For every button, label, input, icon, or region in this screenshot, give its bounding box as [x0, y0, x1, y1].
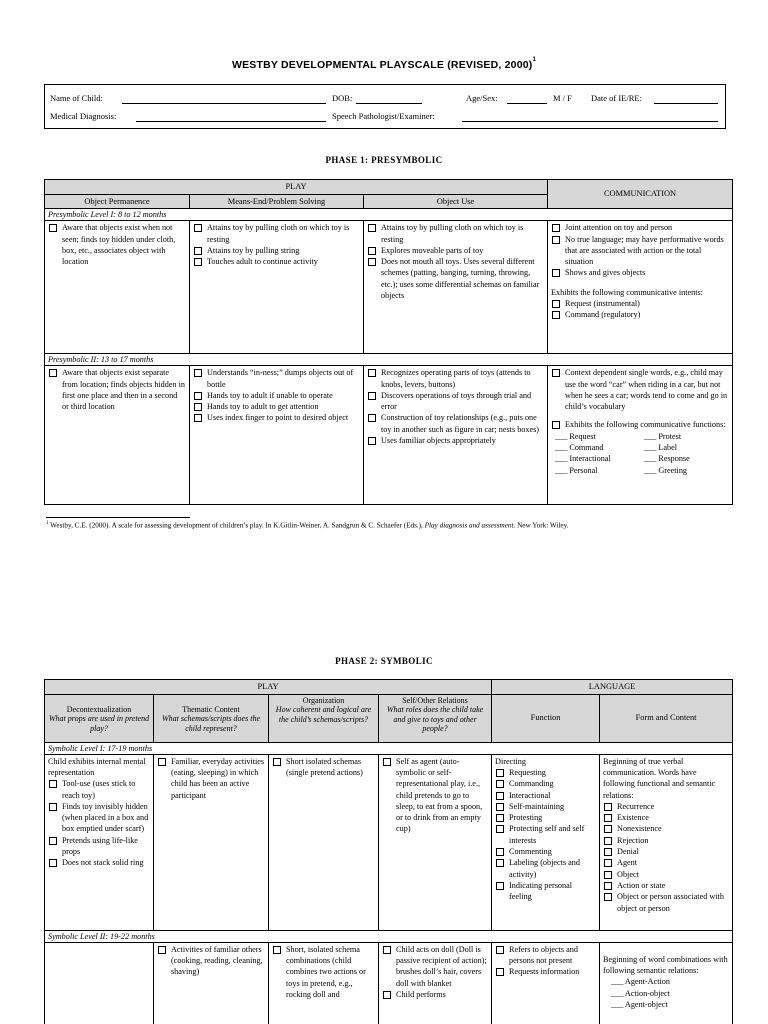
checklist-item[interactable]: Protecting self and self interests — [495, 823, 596, 846]
checklist-item[interactable]: Attains toy by pulling cloth on which toy is resting — [193, 222, 360, 245]
p1-l2-means-end-cell — [190, 366, 364, 505]
blank-item[interactable]: ___ Agent-object — [611, 999, 668, 1009]
checklist-item[interactable]: Self as agent (auto-symbolic or self-representational play, i.e., child pretends to go to sleep, to eat from a spoon, or to drink from an empty cup) — [382, 756, 488, 835]
document-title: WESTBY DEVELOPMENTAL PLAYSCALE (REVISED, 2000)$^1$ — [231, 57, 537, 71]
date-label: Date of IE/RE: — [591, 93, 642, 103]
p2-l2-function-cell — [492, 942, 600, 1024]
checklist-item[interactable]: Short, isolated schema combinations (child combines two actions or toys in pretend, e.g., rocking doll and — [272, 944, 375, 1001]
info-row-1 — [50, 93, 720, 105]
blank-item[interactable]: ___ Personal — [555, 465, 598, 475]
checklist-item[interactable]: Action or state — [603, 880, 729, 891]
decontextualization-header: Decontextualization What props are used in pretend play? — [45, 694, 154, 742]
checklist-item[interactable]: Short isolated schemas (single pretend actions) — [272, 756, 375, 779]
checklist-item[interactable]: Denial — [603, 846, 729, 857]
info-row-2 — [50, 111, 720, 123]
dob-field[interactable] — [356, 103, 422, 104]
checklist-item[interactable]: Child performs — [382, 989, 488, 1000]
name-field[interactable] — [122, 103, 326, 104]
form-content-header: Form and Content — [600, 694, 733, 742]
p1-l1-object-use-cell — [364, 221, 548, 354]
checklist-item[interactable]: Labeling (objects and activity) — [495, 857, 596, 880]
checklist-item[interactable]: Construction of toy relationships (e.g., puts one toy in another such as figure in car; nests boxes) — [367, 412, 544, 435]
checklist-item[interactable]: Touches adult to continue activity — [193, 256, 360, 267]
p2-l1-organization-cell — [269, 754, 379, 930]
p2-l1-function-cell — [492, 754, 600, 930]
form-intro: Beginning of true verbal communication. Words have following functional and semantic relations: — [603, 756, 716, 800]
checklist-item[interactable]: Recognizes operating parts of toys (attends to knobs, levers, buttons) — [367, 367, 544, 390]
p1-l2-communication-cell — [548, 366, 733, 505]
checklist-item[interactable]: Protesting — [495, 812, 596, 823]
checklist-item[interactable]: Finds toy invisibly hidden (when placed in a box and box emptied under scarf) — [48, 801, 150, 835]
play-header: PLAY — [45, 180, 548, 195]
checklist-item[interactable]: Attains toy by pulling cloth on which toy is resting — [367, 222, 544, 245]
blank-item[interactable]: ___ Command — [555, 443, 604, 453]
footnote: $^1$ Westby, C.E. (2000). A scale for assessing development of children’s play. In K.Gitlin-Weiner, A. Sandgrun & C. Schaefer (Eds.), Play diagnosis and assessment. New York: Wiley. — [46, 521, 569, 530]
checklist-item[interactable]: Indicating personal feeling — [495, 880, 596, 903]
p2-l2-thematic-cell — [154, 942, 269, 1024]
checklist-item[interactable]: Exhibits the following communicative functions: — [551, 419, 729, 430]
checklist-item[interactable]: Uses index finger to point to desired object — [193, 412, 360, 423]
checklist-item[interactable]: Requesting — [495, 767, 596, 778]
checklist-item[interactable]: Agent — [603, 857, 729, 868]
object-permanence-header: Object Permanence — [45, 194, 190, 209]
decontext-intro: Child exhibits internal mental representation — [48, 756, 146, 777]
p2-l2-selfother-cell — [379, 942, 492, 1024]
blank-item[interactable]: ___ Protest — [644, 431, 682, 441]
checklist-item[interactable]: Nonexistence — [603, 823, 729, 834]
p2-l1-form-cell — [600, 754, 733, 930]
checklist-item[interactable]: Shows and gives objects — [551, 267, 729, 278]
phase1-table — [44, 179, 733, 505]
play-header: PLAY — [45, 680, 492, 695]
checklist-item[interactable]: Understands “in-ness;” dumps objects out of bottle — [193, 367, 360, 390]
checklist-item[interactable]: Commanding — [495, 778, 596, 789]
blank-item[interactable]: ___ Agent-Action — [611, 977, 670, 987]
blank-item[interactable]: ___ Response — [644, 454, 690, 464]
object-use-header: Object Use — [364, 194, 548, 209]
p2-l1-thematic-cell — [154, 754, 269, 930]
means-end-header: Means-End/Problem Solving — [190, 194, 364, 209]
p1-l1-object-permanence-cell — [45, 221, 190, 354]
symbolic-level-1-label: Symbolic Level I: 17-19 months — [45, 742, 733, 754]
form-intro: Beginning of word combinations with following semantic relations: — [603, 954, 728, 975]
blank-item[interactable]: ___ Label — [644, 443, 677, 453]
footnote-rule — [46, 517, 190, 518]
dob-label: DOB: — [332, 93, 353, 103]
checklist-item[interactable]: Aware that objects exist when not seen; finds toy hidden under cloth, box, etc., associates object with location — [48, 222, 186, 267]
blank-item[interactable]: ___ Action-object — [611, 988, 670, 998]
communication-header: COMMUNICATION — [548, 180, 733, 209]
p2-l2-decontext-cell — [45, 942, 154, 1024]
checklist-item[interactable]: Command (regulatory) — [551, 309, 729, 320]
checklist-item[interactable]: Does not mouth all toys. Uses several different schemes (patting, banging, turning, throwing, etc.); uses some differential schemas on familiar objects — [367, 256, 544, 301]
checklist-item[interactable]: Explores moveable parts of toy — [367, 245, 544, 256]
checklist-item[interactable]: Interactional — [495, 790, 596, 801]
checklist-item[interactable]: Object — [603, 869, 729, 880]
p2-l1-selfother-cell — [379, 754, 492, 930]
checklist-item[interactable]: Requests information — [495, 966, 596, 977]
functions-blanks — [551, 431, 729, 476]
checklist-item[interactable]: Familiar, everyday activities (eating, sleeping) in which child has been an active participant — [157, 756, 265, 801]
phase1-title: PHASE 1: PRESYMBOLIC — [325, 155, 443, 165]
checklist-item[interactable]: Recurrence — [603, 801, 729, 812]
checklist-item[interactable]: Hands toy to adult to get attention — [193, 401, 360, 412]
checklist-item[interactable]: Object or person associated with object or person — [603, 891, 729, 914]
checklist-item[interactable]: Existence — [603, 812, 729, 823]
agesex-label: Age/Sex: — [466, 93, 498, 103]
checklist-item[interactable]: Discovers operations of toys through trial and error — [367, 390, 544, 413]
name-label: Name of Child: — [50, 93, 103, 103]
diagnosis-label: Medical Diagnosis: — [50, 111, 117, 121]
checklist-item[interactable]: Tool-use (uses stick to reach toy) — [48, 778, 150, 801]
checklist-item[interactable]: Refers to objects and persons not present — [495, 944, 596, 967]
checklist-item[interactable]: Hands toy to adult if unable to operate — [193, 390, 360, 401]
p1-l2-object-permanence-cell — [45, 366, 190, 505]
checklist-item[interactable]: Self-maintaining — [495, 801, 596, 812]
phase2-title: PHASE 2: SYMBOLIC — [335, 656, 433, 666]
thematic-content-header: Thematic Content What schemas/scripts does the child represent? — [154, 694, 269, 742]
date-field[interactable] — [654, 103, 718, 104]
checklist-item[interactable]: Activities of familiar others (cooking, reading, cleaning, shaving) — [157, 944, 265, 978]
checklist-item[interactable]: Joint attention on toy and person — [551, 222, 729, 233]
p1-l1-communication-cell — [548, 221, 733, 354]
intents-intro: Exhibits the following communicative intents: — [551, 287, 703, 297]
checklist-item[interactable]: Request (instrumental) — [551, 298, 729, 309]
checklist-item[interactable]: Commenting — [495, 846, 596, 857]
p2-l2-organization-cell — [269, 942, 379, 1024]
examiner-field[interactable] — [462, 121, 718, 122]
organization-header: Organization How coherent and logical are the child’s schemas/scripts? — [269, 694, 379, 742]
p2-l1-decontext-cell — [45, 754, 154, 930]
presymbolic-level-1-label: Presymbolic Level I: 8 to 12 months — [45, 209, 733, 221]
p1-l2-object-use-cell — [364, 366, 548, 505]
function-intro: Directing — [495, 756, 526, 766]
blank-item[interactable]: ___ Greeting — [644, 465, 688, 475]
checklist-item[interactable]: Context dependent single words, e.g., child may use the word “car” when riding in a car, but not when he sees a car; words tend to come and go in child’s vocabulary — [551, 367, 729, 412]
phase2-table — [44, 679, 733, 1024]
checklist-item[interactable]: Uses familiar objects appropriately — [367, 435, 544, 446]
symbolic-level-2-label: Symbolic Level II: 19-22 months — [45, 930, 733, 942]
checklist-item[interactable]: Pretends using life-like props — [48, 835, 150, 858]
checklist-item[interactable]: Aware that objects exist separate from location; finds objects hidden in first one place and then in a second or third location — [48, 367, 186, 412]
presymbolic-level-2-label: Presymbolic II: 13 to 17 months — [45, 354, 733, 366]
self-other-header: Self/Other Relations What roles does the child take and give to toys and other people? — [379, 694, 492, 742]
child-info-form — [44, 84, 726, 129]
diagnosis-field[interactable] — [136, 121, 326, 122]
blank-item[interactable]: ___ Interactional — [555, 454, 611, 464]
checklist-item[interactable]: Attains toy by pulling string — [193, 245, 360, 256]
checklist-item[interactable]: No true language; may have performative words that are associated with action or the total situation — [551, 234, 729, 268]
function-header: Function — [492, 694, 600, 742]
language-header: LANGUAGE — [492, 680, 733, 695]
blank-item[interactable]: ___ Request — [555, 431, 596, 441]
p2-l2-form-cell — [600, 942, 733, 1024]
checklist-item[interactable]: Rejection — [603, 835, 729, 846]
agesex-field[interactable] — [507, 103, 547, 104]
checklist-item[interactable]: Does not stack solid ring — [48, 857, 150, 868]
p1-l1-means-end-cell — [190, 221, 364, 354]
mf-label: M / F — [553, 93, 572, 103]
checklist-item[interactable]: Child acts on doll (Doll is passive recipient of action); brushes doll’s hair, covers doll with blanket — [382, 944, 488, 989]
examiner-label: Speech Pathologist/Examiner: — [332, 111, 435, 121]
